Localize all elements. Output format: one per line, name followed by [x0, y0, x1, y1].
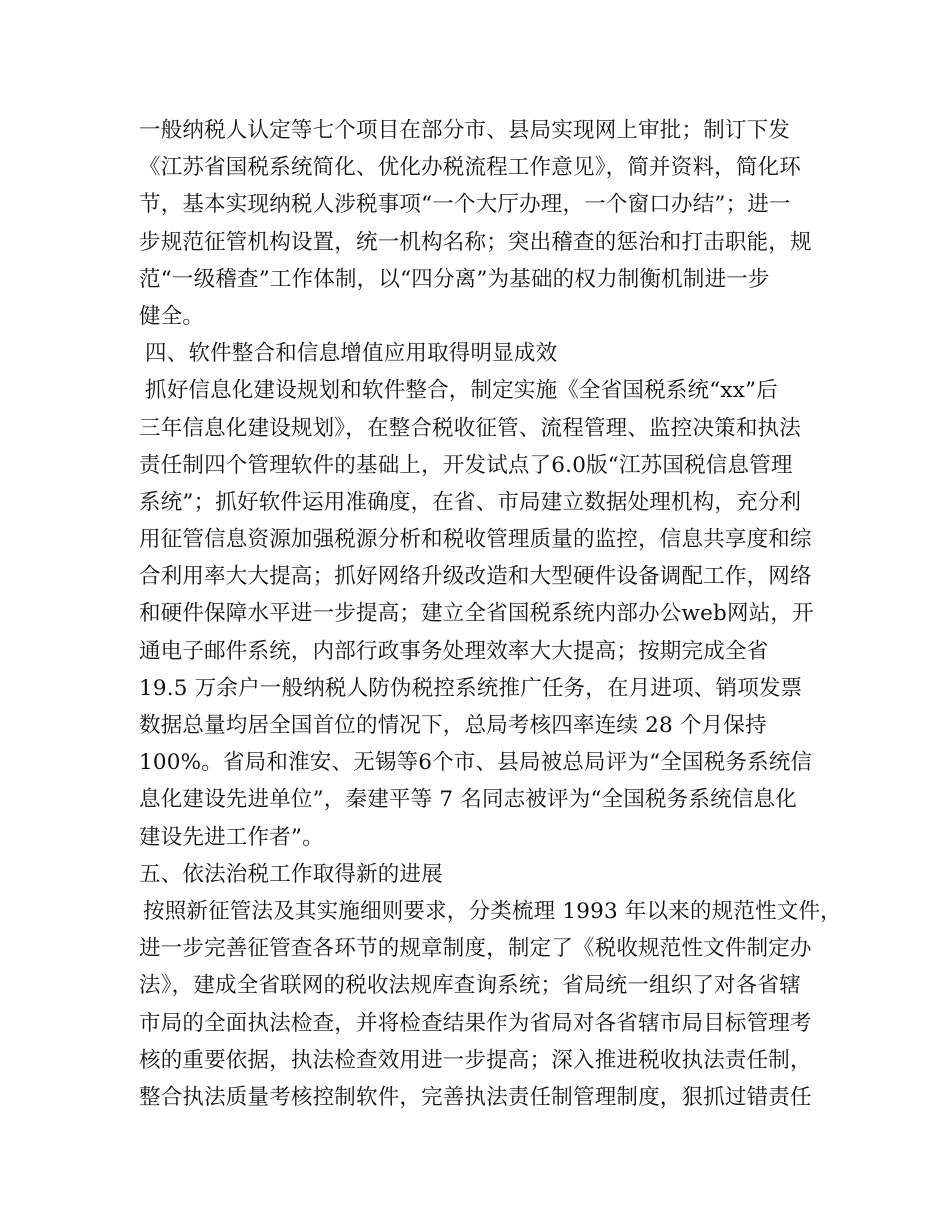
paragraph-line: 建设先进工作者”。	[139, 824, 324, 850]
paragraph-line: 通电子邮件系统，内部行政事务处理效率大大提高；按期完成全省	[139, 638, 769, 664]
paragraph-line: 息化建设先进单位”，秦建平等 7 名同志被评为“全国税务系统信息化	[139, 787, 797, 813]
paragraph-line: 一般纳税人认定等七个项目在部分市、县局实现网上审批；制订下发	[139, 118, 791, 143]
paragraph-line: 抓好信息化建设规划和软件整合，制定实施《全省国税系统“xx”后	[145, 378, 778, 404]
paragraph-line: 进一步完善征管查各环节的规章制度，制定了《税收规范性文件制定办	[139, 936, 812, 962]
paragraph-line: 19.5 万余户一般纳税人防伪税控系统推广任务，在月进项、销项发票	[139, 675, 803, 701]
paragraph-line: 步规范征管机构设置，统一机构名称；突出稽查的惩治和打击职能，规	[139, 229, 812, 255]
paragraph-line: 用征管信息资源加强税源分析和税收管理质量的监控，信息共享度和综	[139, 527, 812, 553]
paragraph-line: 市局的全面执法检查，并将检查结果作为省局对各省辖市局目标管理考	[139, 1010, 812, 1036]
paragraph-line: 数据总量均居全国首位的情况下，总局考核四率连续 28 个月保持	[139, 713, 767, 738]
paragraph-line: 责任制四个管理软件的基础上，开发试点了6.0版“江苏国税信息管理	[139, 452, 793, 478]
paragraph-line: 节，基本实现纳税人涉税事项“一个大厅办理，一个窗口办结”；进一	[139, 192, 791, 218]
paragraph-line: 范“一级稽查”工作体制，以“四分离”为基础的权力制衡机制进一步	[139, 266, 770, 292]
paragraph-line: 核的重要依据，执法检查效用进一步提高；深入推进税收执法责任制，	[139, 1047, 812, 1073]
paragraph-line: 整合执法质量考核控制软件，完善执法责任制管理制度，狠抓过错责任	[139, 1084, 812, 1110]
section-heading: 五、依法治税工作取得新的进展	[139, 861, 443, 887]
paragraph-line: 100%。省局和淮安、无锡等6个市、县局被总局评为“全国税务系统信	[139, 750, 813, 776]
paragraph-line: 按照新征管法及其实施细则要求，分类梳理 1993 年以来的规范性文件，	[143, 898, 842, 924]
paragraph-line: 法》，建成全省联网的税收法规库查询系统；省局统一组织了对各省辖	[139, 973, 801, 999]
section-heading: 四、软件整合和信息增值应用取得明显成效	[145, 341, 558, 367]
paragraph-line: 《江苏省国税系统简化、优化办税流程工作意见》，简并资料，简化环	[139, 155, 801, 181]
paragraph-line: 健全。	[139, 303, 205, 329]
paragraph-line: 和硬件保障水平进一步提高；建立全省国税系统内部办公web网站，开	[139, 601, 814, 627]
paragraph-line: 三年信息化建设规划》，在整合税收征管、流程管理、监控决策和执法	[139, 415, 801, 441]
paragraph-line: 合利用率大大提高；抓好网络升级改造和大型硬件设备调配工作，网络	[139, 564, 812, 590]
document-body	[139, 112, 842, 1116]
paragraph-line: 系统”；抓好软件运用准确度，在省、市局建立数据处理机构，充分利	[139, 489, 802, 515]
